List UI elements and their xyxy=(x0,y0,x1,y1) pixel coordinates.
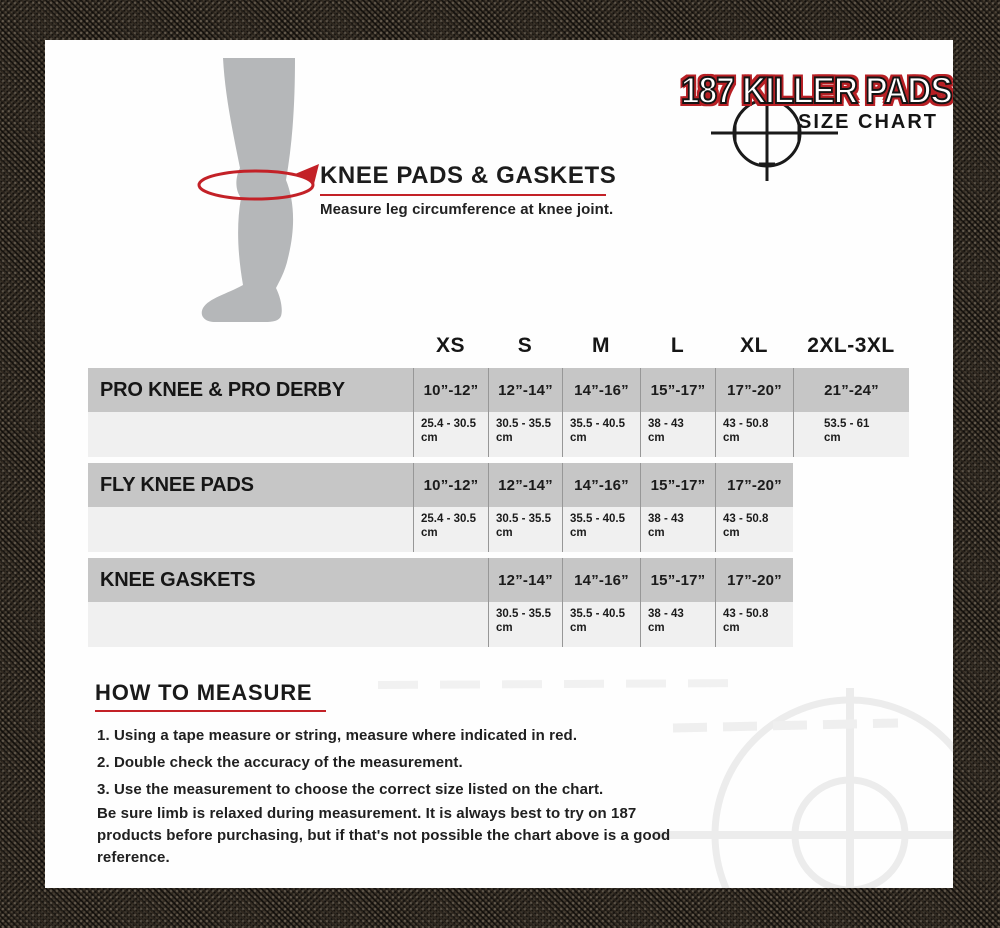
fly-knee-2xl-cm-empty xyxy=(793,507,909,552)
fly-knee-s-cm: 30.5 - 35.5 cm xyxy=(488,507,562,552)
pro-knee-cm-spacer xyxy=(88,412,413,457)
size-table-header-row xyxy=(88,326,909,366)
knee-gaskets-m-cm: 35.5 - 40.5 cm xyxy=(562,602,640,647)
page-subtitle: Measure leg circumference at knee joint. xyxy=(320,201,614,218)
column-header-2xl3xl: 2XL-3XL xyxy=(807,334,895,357)
pro-knee-s-inches: 12”-14” xyxy=(488,368,562,412)
fly-knee-l-cm: 38 - 43 cm xyxy=(640,507,715,552)
how-to-measure-steps xyxy=(97,722,603,803)
size-chart-label: SIZE CHART xyxy=(798,111,938,133)
leg-illustration xyxy=(195,58,365,323)
row-label-fly-knee: FLY KNEE PADS xyxy=(88,463,413,507)
column-header-s: S xyxy=(517,334,533,357)
fly-knee-s-inches: 12”-14” xyxy=(488,463,562,507)
page-title: KNEE PADS & GASKETS xyxy=(320,162,617,189)
pro-knee-m-cm: 35.5 - 40.5 cm xyxy=(562,412,640,457)
table-row-fly-knee-cm xyxy=(88,507,909,552)
column-header-xs: XS xyxy=(435,334,465,357)
table-row-knee-gaskets-cm xyxy=(88,602,909,647)
pro-knee-2xl-cm: 53.5 - 61 cm xyxy=(793,412,909,457)
fly-knee-cm-spacer xyxy=(88,507,413,552)
knee-gaskets-s-cm: 30.5 - 35.5 cm xyxy=(488,602,562,647)
fly-knee-xl-inches: 17”-20” xyxy=(715,463,793,507)
leg-silhouette xyxy=(202,58,295,322)
pro-knee-xl-cm: 43 - 50.8 cm xyxy=(715,412,793,457)
knee-gaskets-m-inches: 14”-16” xyxy=(562,558,640,602)
table-row-pro-knee-cm xyxy=(88,412,909,457)
pro-knee-s-cm: 30.5 - 35.5 cm xyxy=(488,412,562,457)
fly-knee-xs-inches: 10”-12” xyxy=(413,463,488,507)
how-to-measure-underline xyxy=(95,710,326,712)
how-to-measure-heading: HOW TO MEASURE xyxy=(95,680,313,705)
pro-knee-m-inches: 14”-16” xyxy=(562,368,640,412)
knee-gaskets-xl-inches: 17”-20” xyxy=(715,558,793,602)
title-underline xyxy=(320,194,606,196)
fly-knee-xl-cm: 43 - 50.8 cm xyxy=(715,507,793,552)
measure-arrowhead-icon xyxy=(295,164,319,184)
knee-gaskets-cm-spacer xyxy=(88,602,488,647)
measure-step-3: 3. Use the measurement to choose the correct size listed on the chart. xyxy=(97,781,604,798)
row-label-pro-knee: PRO KNEE & PRO DERBY xyxy=(88,368,413,412)
measure-step-1: 1. Using a tape measure or string, measure where indicated in red. xyxy=(97,727,578,744)
knee-gaskets-2xl-cm-empty xyxy=(793,602,909,647)
fly-knee-2xl-empty xyxy=(793,463,909,507)
measurement-note: Be sure limb is relaxed during measurement. It is always best to try on 187 products before purchasing, but if that's not possible the chart above is a good reference. xyxy=(97,805,671,866)
size-table xyxy=(88,326,909,647)
pro-knee-2xl-inches: 21”-24” xyxy=(793,368,909,412)
knee-gaskets-s-inches: 12”-14” xyxy=(488,558,562,602)
column-header-m: M xyxy=(592,334,610,357)
knee-gaskets-l-cm: 38 - 43 cm xyxy=(640,602,715,647)
brand-logo: 187 KILLER PADS xyxy=(681,70,952,111)
column-header-l: L xyxy=(670,334,685,357)
fly-knee-xs-cm: 25.4 - 30.5 cm xyxy=(413,507,488,552)
size-chart-panel xyxy=(45,40,953,888)
column-header-xl: XL xyxy=(740,334,768,357)
table-row-fly-knee-inches xyxy=(88,463,909,507)
knee-gaskets-2xl-empty xyxy=(793,558,909,602)
header-spacer xyxy=(88,326,413,366)
pro-knee-l-cm: 38 - 43 cm xyxy=(640,412,715,457)
pro-knee-xl-inches: 17”-20” xyxy=(715,368,793,412)
pro-knee-l-inches: 15”-17” xyxy=(640,368,715,412)
row-label-knee-gaskets: KNEE GASKETS xyxy=(88,558,488,602)
measure-step-2: 2. Double check the accuracy of the measurement. xyxy=(97,754,463,771)
table-row-knee-gaskets-inches xyxy=(88,558,909,602)
pro-knee-xs-cm: 25.4 - 30.5 cm xyxy=(413,412,488,457)
knee-gaskets-l-inches: 15”-17” xyxy=(640,558,715,602)
knee-gaskets-xl-cm: 43 - 50.8 cm xyxy=(715,602,793,647)
pro-knee-xs-inches: 10”-12” xyxy=(413,368,488,412)
fly-knee-m-cm: 35.5 - 40.5 cm xyxy=(562,507,640,552)
fly-knee-l-inches: 15”-17” xyxy=(640,463,715,507)
table-row-pro-knee-inches xyxy=(88,368,909,412)
fly-knee-m-inches: 14”-16” xyxy=(562,463,640,507)
